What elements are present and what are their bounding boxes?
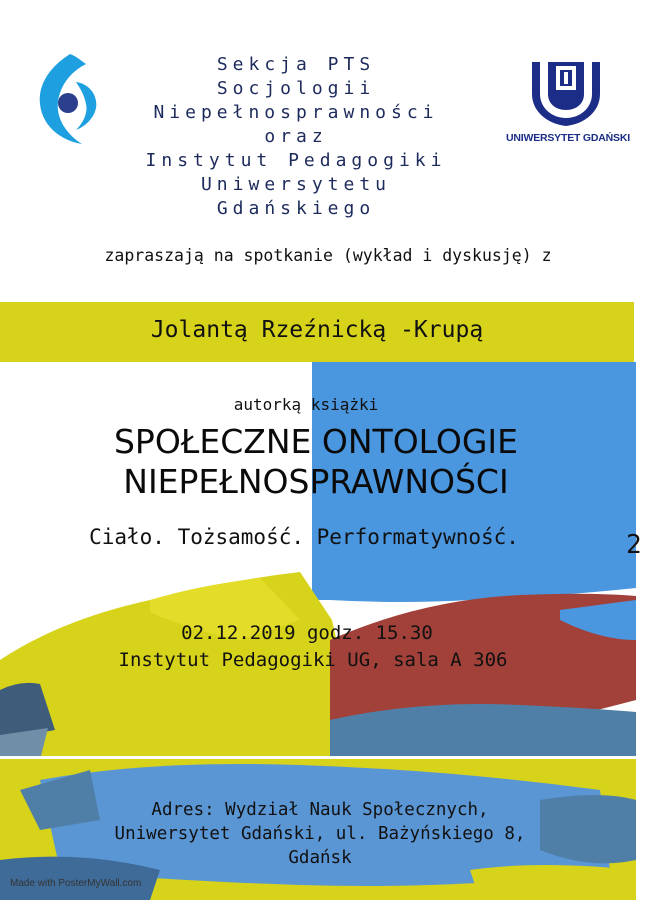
organizer-line: Niepełnosprawności: [153, 102, 439, 123]
organizer-line: Socjologii: [216, 78, 376, 99]
event-datetime: 02.12.2019 godz. 15.30: [181, 622, 433, 644]
organizer-line: oraz: [264, 126, 328, 147]
book-title-line: NIEPEŁNOSPRAWNOŚCI: [123, 462, 509, 501]
pts-logo: [36, 52, 100, 146]
ug-logo-text: UNIWERSYTET GDAŃSKI: [506, 132, 630, 144]
ug-emblem-icon: [526, 58, 606, 128]
edge-fragment: 2: [626, 530, 642, 560]
credit-text: Made with PosterMyWall.com: [10, 878, 142, 889]
address-line: Adres: Wydział Nauk Społecznych,: [151, 800, 489, 820]
organizer-line: Gdańskiego: [216, 198, 376, 219]
book-subtitle: Ciało. Tożsamość. Performatywność.: [89, 525, 519, 549]
event-venue: Instytut Pedagogiki UG, sala A 306: [118, 649, 508, 671]
organizer-line: Uniwersytetu: [200, 174, 392, 195]
address-line: Gdańsk: [288, 848, 352, 868]
address-line: Uniwersytet Gdański, ul. Bażyńskiego 8,: [114, 824, 526, 844]
book-title: [0, 422, 632, 502]
organizer-line: Sekcja PTS: [216, 54, 376, 75]
author-label: autorką książki: [233, 395, 379, 414]
invitation-text: zapraszają na spotkanie (wykład i dyskusję) z: [104, 246, 552, 265]
speaker-name: Jolantą Rzeźnicką -Krupą: [150, 317, 484, 343]
address: [60, 798, 580, 870]
book-title-line: SPOŁECZNE ONTOLOGIE: [113, 422, 519, 461]
organizers: [126, 53, 466, 221]
ug-logo: [506, 58, 630, 148]
organizer-line: Instytut Pedagogiki: [145, 150, 447, 171]
